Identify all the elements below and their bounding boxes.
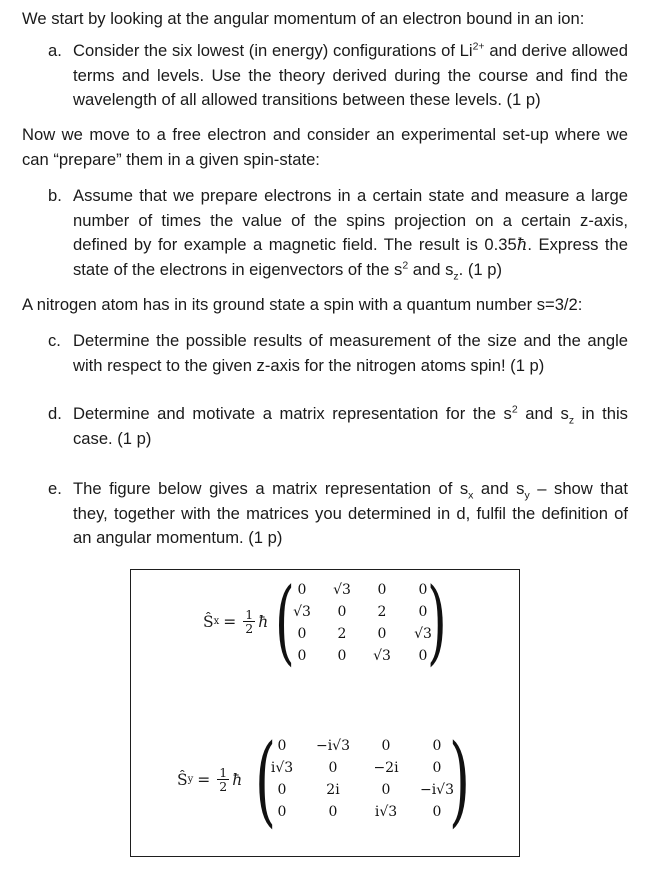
matrix-cell: 0 [297, 626, 307, 642]
matrix-cell: √3 [373, 648, 391, 664]
sy-lhs: Ŝ y = $\frac{1}{2}$ ħ [177, 765, 243, 794]
question-b-text-part: and s [408, 259, 454, 279]
matrix-cell: 0 [432, 804, 442, 820]
matrix-cell: 2 [377, 604, 387, 620]
matrix-cell: 0 [418, 648, 428, 664]
intro-paragraph-2: Now we move to a free electron and consider an experimental set-up where we can “prepare” them in a given spin-state: [22, 125, 628, 169]
ion-charge: 2+ [472, 40, 485, 53]
superscript: 2 [511, 403, 518, 416]
matrix-cell: 0 [297, 582, 307, 598]
matrix-cell: 0 [432, 760, 442, 776]
hbar-symbol: ħ [232, 770, 243, 789]
sy-right-paren: ) [449, 724, 471, 838]
question-c-text: Determine the possible results of measurement of the size and the angle with respect to the given z-axis for the nitrogen atoms spin! (1 p) [73, 331, 628, 375]
question-a-text-part: and derive allowed terms and levels. Use the theory derived during the course and find the wavelength of all allowed transitions between these levels. (1 p) [73, 41, 628, 109]
one-half-fraction [217, 766, 229, 793]
sx-left-paren: ( [275, 568, 295, 675]
matrix-cell: √3 [333, 582, 351, 598]
question-d-text-part: and s [517, 404, 569, 423]
matrix-cell: 0 [277, 782, 287, 798]
question-e-text-part: and s [473, 479, 525, 498]
question-b-text-part: . Express the state of the electrons in eigenvectors of the s [73, 235, 629, 279]
subscript: x [468, 489, 474, 502]
matrix-cell: 0 [418, 604, 428, 620]
hbar-symbol: ħ [258, 612, 269, 631]
question-d-text-part: in this case. (1 p) [73, 404, 628, 448]
matrix-cell: −i√3 [315, 738, 351, 754]
matrix-cell: 0 [377, 626, 387, 642]
matrix-cell: 0 [337, 604, 347, 620]
matrix-cell: √3 [293, 604, 311, 620]
matrix-cell: 0 [337, 648, 347, 664]
subscript: z [453, 269, 459, 282]
matrix-cell: 0 [432, 738, 442, 754]
operator-symbol: Ŝ [177, 770, 188, 789]
matrix-cell: −i√3 [419, 782, 455, 798]
question-e-text-part: – show that they, together with the matrices you determined in d, fulfil the definition of an angular momentum. (1 p) [73, 479, 628, 547]
hbar-symbol: ħ [516, 235, 528, 254]
equals-sign: = [223, 612, 237, 631]
subscript: z [568, 414, 575, 427]
equals-sign: = [197, 770, 211, 789]
question-e-text [73, 477, 628, 551]
matrix-cell: 0 [381, 782, 391, 798]
matrix-cell: 0 [418, 582, 428, 598]
fraction-numerator: 1 [245, 607, 254, 622]
one-half-fraction [243, 608, 255, 635]
matrix-cell: i√3 [270, 760, 294, 776]
matrix-cell: 0 [277, 738, 287, 754]
question-c-label: c. [48, 331, 61, 350]
matrix-cell: −2i [373, 760, 399, 776]
question-e-text-part: The figure below gives a matrix representation of s [73, 479, 469, 498]
matrix-cell: 2i [326, 782, 340, 798]
fraction-denominator: 2 [245, 621, 254, 636]
question-e-label: e. [48, 479, 62, 498]
matrix-cell: 0 [297, 648, 307, 664]
matrix-cell: 2 [337, 626, 347, 642]
subscript: y [524, 489, 530, 502]
question-b-text-part: . (1 p) [458, 259, 502, 279]
question-d-label: d. [48, 404, 62, 423]
question-b-label: b. [48, 186, 62, 205]
matrix-cell: √3 [414, 626, 432, 642]
intro-paragraph-1: We start by looking at the angular momentum of an electron bound in an ion: [22, 9, 585, 28]
question-a-label: a. [48, 41, 62, 60]
matrix-cell: 0 [381, 738, 391, 754]
intro-paragraph-3: A nitrogen atom has in its ground state a spin with a quantum number s=3/2: [22, 295, 583, 314]
fraction-denominator: 2 [219, 779, 228, 794]
question-b-text [73, 184, 628, 282]
question-b-text-part: Assume that we prepare electrons in a certain state and measure a large number of times the value of the spins projection on a certain z-axis, defined by for example a magnetic field. The result is 0.35 [73, 186, 628, 254]
operator-symbol: Ŝ [203, 612, 214, 631]
fraction-numerator: 1 [219, 765, 228, 780]
spin-matrix-figure [130, 569, 520, 857]
question-d-text [73, 402, 628, 451]
sx-right-paren: ) [427, 568, 447, 675]
matrix-cell: 0 [277, 804, 287, 820]
sy-left-paren: ( [255, 724, 277, 838]
question-a-text-part: Consider the six lowest (in energy) configurations of Li [73, 41, 473, 60]
sx-lhs: Ŝ x = $\frac{1}{2}$ ħ [203, 607, 269, 636]
superscript: 2 [402, 258, 409, 271]
question-a-text [73, 39, 628, 113]
matrix-cell: 0 [328, 804, 338, 820]
question-d-text-part: Determine and motivate a matrix representation for the s [73, 404, 512, 423]
matrix-cell: i√3 [374, 804, 398, 820]
matrix-cell: 0 [328, 760, 338, 776]
matrix-cell: 0 [377, 582, 387, 598]
